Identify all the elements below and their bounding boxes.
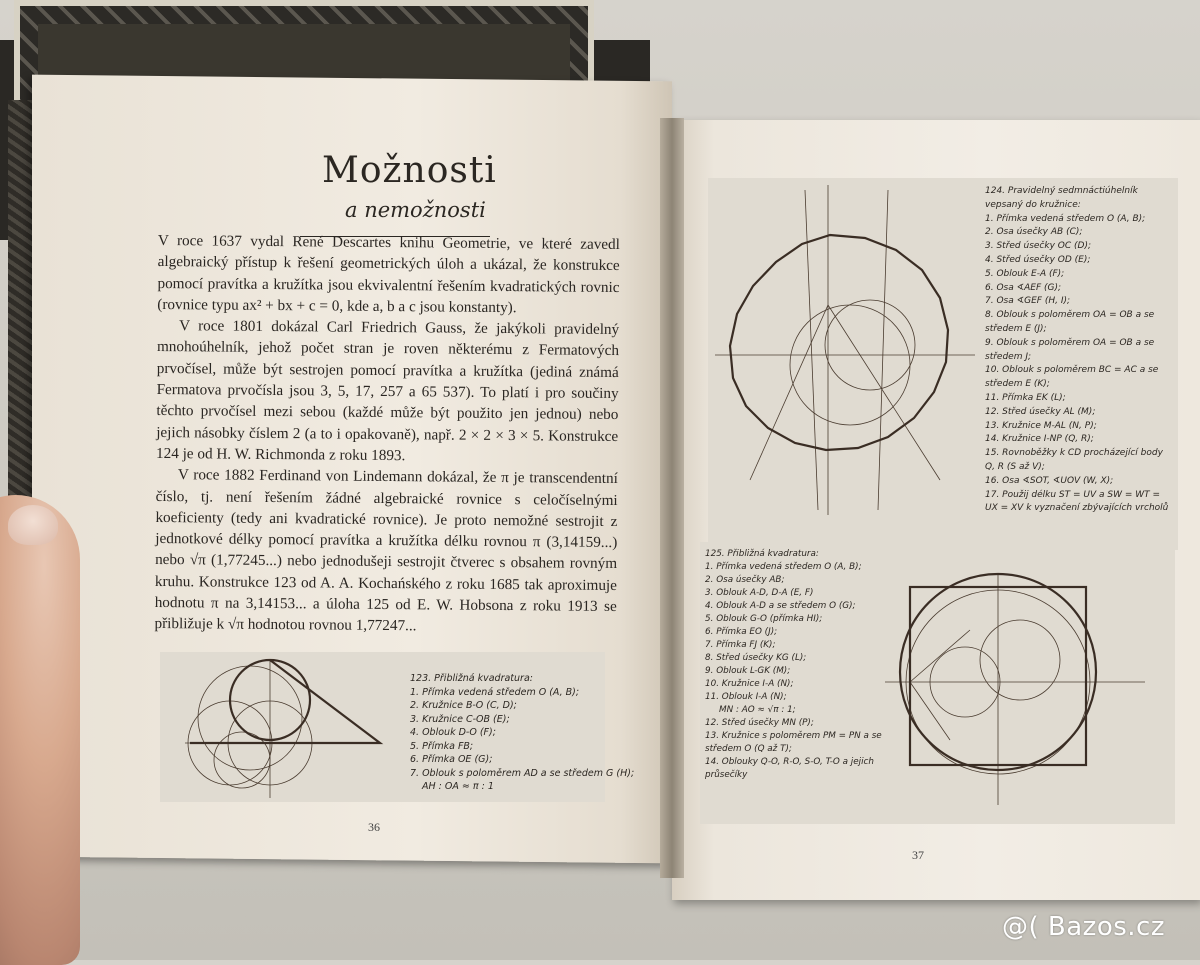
legend-step: 7. Oblouk s poloměrem AD a se středem G (H); [410, 767, 635, 779]
hand [0, 495, 80, 965]
legend-step: AH : OA ≈ π : 1 [422, 781, 494, 792]
legend-step: 8. Střed úsečky KG (L); [705, 653, 807, 663]
figure-125-drawing [880, 570, 1150, 810]
thumb-nail [8, 505, 58, 545]
paragraph: V roce 1882 Ferdinand von Lindemann dokázal, že π je transcendentní číslo, tj. není řešením žádné algebraické rovnice s celočíselnými koeficienty (tedy ani kvadratické rovnice). Je proto nemožné sestrojit z jednotkové délky pomocí pravítka a kružítka délku rovnou π (3,14159...) nebo √π (1,77245...) nebo jednodušeji sestrojit čtverec s obsahem rovným kruhu. Konstrukce 123 od A. A. Kochańského z roku 1685 tak aproximuje hodnotu π na 3,14153... a úloha 125 od E. W. Hobsona z roku 1913 se přibližuje k √π hodnotou rovnou 1,77247... [154, 466, 618, 635]
legend-step: MN : AO ≈ √π : 1; [719, 705, 796, 715]
legend-step: 6. Osa ∢AEF (G); [985, 282, 1062, 293]
figure-123-drawing [170, 648, 400, 798]
legend-step: 16. Osa ∢SOT, ∢UOV (W, X); [985, 475, 1114, 486]
legend-step: 7. Přímka FJ (K); [705, 640, 776, 650]
legend-step: 7. Osa ∢GEF (H, I); [985, 296, 1071, 307]
legend-step: 5. Přímka FB; [410, 740, 474, 752]
legend-step: 5. Oblouk G-O (přímka HI); [705, 614, 823, 624]
chapter-subtitle: a nemožnosti [345, 198, 486, 222]
legend-step: 6. Přímka OE (G); [410, 754, 493, 765]
legend-step: 4. Oblouk D-O (F); [410, 727, 496, 738]
legend-step: 11. Přímka EK (L); [985, 392, 1066, 403]
legend-step: 8. Oblouk s poloměrem OA = OB a se středem E (J); [985, 310, 1155, 334]
legend-step: 3. Oblouk A-D, D-A (E, F) [705, 588, 814, 598]
legend-step: 2. Kružnice B-O (C, D); [410, 700, 517, 711]
legend-step: 9. Oblouk s poloměrem OA = OB a se středem J; [985, 337, 1155, 362]
legend-step: 6. Přímka EO (J); [705, 627, 778, 637]
paragraph: V roce 1637 vydal René Descartes knihu Geometrie, ve které zavedl algebraický přístup k řešení geometrických úloh a ukázal, že konstrukce pomocí pravítka a kružítka jsou ekvivalentní řešením kvadratických rovnic (rovnice typu ax² + bx + c = 0, kde a, b a c jsou konstanty). [157, 231, 620, 317]
legend-step: 12. Střed úsečky MN (P); [705, 718, 814, 728]
figure-125-legend [705, 548, 905, 782]
legend-step: 5. Oblouk E-A (F); [985, 268, 1065, 279]
chapter-title: Možnosti [322, 150, 497, 191]
legend-step: 1. Přímka vedená středem O (A, B); [410, 686, 580, 698]
legend-step: 2. Osa úsečky AB; [705, 575, 785, 585]
legend-step: 12. Střed úsečky AL (M); [985, 406, 1096, 417]
figure-124-heading: 124. Pravidelný sedmnáctiúhelník vepsaný do kružnice: [985, 186, 1138, 210]
legend-step: 3. Kružnice C-OB (E); [410, 713, 510, 725]
legend-step: 15. Rovnoběžky k CD procházející body Q, R (S až V); [985, 448, 1163, 472]
legend-step: 1. Přímka vedená středem O (A, B); [985, 213, 1146, 224]
legend-step: 14. Kružnice I-NP (Q, R); [985, 434, 1094, 445]
figure-124-drawing [710, 180, 980, 520]
watermark: @( Bazos.cz [1002, 912, 1165, 942]
figure-123-legend [410, 672, 634, 794]
page-number-right: 37 [912, 848, 924, 862]
paragraph: V roce 1801 dokázal Carl Friedrich Gauss, že jakýkoli pravidelný mnohoúhelník, jehož počet stran je roven některému z Fermatových prvočísel, může být sestrojen pomocí pravítka a kružítka (jediná známá Fermatova prvočísla jsou 3, 5, 17, 257 a 65 537). To platí i pro součiny těchto prvočísel mezi sebou (každé může být použito jen jednou) nebo jejich násobky číslem 2 (a to i opakovaně), např. 2 × 2 × 3 × 5. Konstrukce 124 je od H. W. Richmonda z roku 1893. [155, 317, 620, 465]
legend-step: 2. Osa úsečky AB (C); [985, 227, 1083, 238]
figure-124-legend [985, 185, 1175, 516]
legend-step: 10. Kružnice I-A (N); [705, 679, 794, 689]
legend-step: 13. Kružnice s poloměrem PM = PN a se středem O (Q až T); [705, 731, 882, 754]
page-number-left: 36 [368, 820, 380, 834]
legend-step: 14. Oblouky Q-O, R-O, S-O, T-O a jejich průsečíky [705, 757, 874, 780]
legend-step: 1. Přímka vedená středem O (A, B); [705, 562, 862, 572]
legend-step: 11. Oblouk I-A (N); [705, 692, 787, 702]
legend-step: 17. Použij délku ST = UV a SW = WT = UX = XV k vyznačení zbývajících vrcholů [985, 489, 1169, 514]
book-gutter [660, 118, 684, 878]
legend-step: 3. Střed úsečky OC (D); [985, 241, 1091, 252]
body-text [154, 230, 620, 639]
legend-step: 4. Střed úsečky OD (E); [985, 254, 1091, 265]
legend-step: 4. Oblouk A-D a se středem O (G); [705, 601, 856, 611]
legend-step: 9. Oblouk L-GK (M); [705, 666, 791, 676]
figure-123-heading: 123. Přibližná kvadratura: [410, 673, 533, 684]
legend-step: 13. Kružnice M-AL (N, P); [985, 420, 1097, 431]
figure-125-heading: 125. Přibližná kvadratura: [705, 549, 819, 559]
legend-step: 10. Oblouk s poloměrem BC = AC a se středem E (K); [985, 365, 1159, 390]
